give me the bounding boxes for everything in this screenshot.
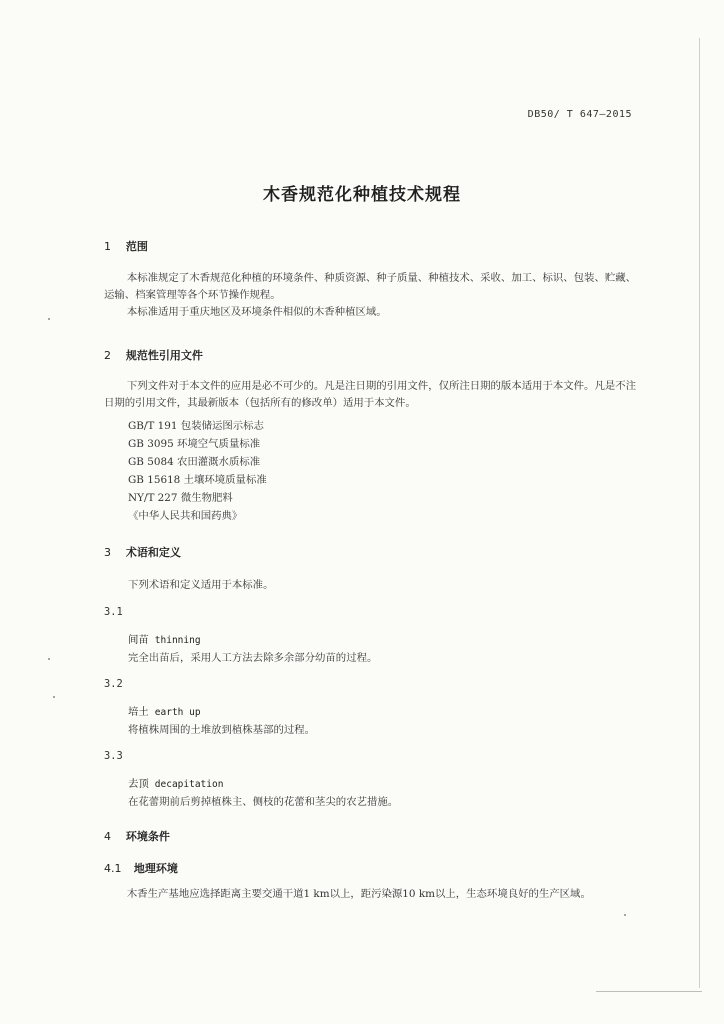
- term-entry: [128, 631, 201, 646]
- scan-speck: [48, 658, 50, 660]
- scan-bottom-line: [596, 991, 702, 992]
- term-chinese: 培土: [128, 706, 149, 718]
- subsection-number: 4.1: [104, 862, 122, 875]
- term-entry: [128, 703, 201, 718]
- term-chinese: 间苗: [128, 634, 149, 646]
- document-title: 木香规范化种植技术规程: [263, 185, 461, 205]
- section-title: 规范性引用文件: [125, 349, 203, 362]
- subsection-4-1-paragraph: 木香生产基地应选择距离主要交通干道1 km以上，距污染源10 km以上，生态环境良好的生产区域。: [126, 888, 591, 900]
- term-definition: 完全出苗后，采用人工方法去除多余部分幼苗的过程。: [128, 652, 378, 664]
- section-number: 2: [104, 349, 111, 362]
- subsection-4-1-heading: [104, 860, 178, 876]
- section-2-heading: [104, 347, 203, 363]
- reference-item: 《中华人民共和国药典》: [128, 510, 243, 522]
- section-3-heading: [104, 544, 181, 560]
- section-number: 1: [104, 240, 111, 253]
- term-english: earth up: [154, 707, 201, 718]
- section-1-heading: [104, 238, 148, 254]
- scan-speck: [624, 914, 626, 916]
- reference-item: GB 3095 环境空气质量标准: [128, 438, 261, 450]
- reference-item: GB/T 191 包装储运图示标志: [128, 420, 264, 432]
- section-title: 环境条件: [125, 830, 170, 843]
- section-3-intro: 下列术语和定义适用于本标准。: [128, 579, 274, 591]
- section-title: 术语和定义: [125, 546, 181, 559]
- term-chinese: 去顶: [128, 778, 149, 790]
- reference-item: GB 5084 农田灌溉水质标准: [128, 456, 261, 468]
- scan-speck: [48, 318, 50, 320]
- term-entry: [128, 775, 223, 790]
- term-english: decapitation: [154, 779, 224, 790]
- subsection-title: 地理环境: [133, 862, 178, 875]
- term-definition: 将植株周围的土堆放到植株基部的过程。: [128, 724, 316, 736]
- term-number: 3.1: [104, 606, 123, 618]
- section-1-paragraph-2: 本标准适用于重庆地区及环境条件相似的木香种植区域。: [126, 306, 387, 318]
- term-number: 3.3: [104, 750, 123, 762]
- reference-item: NY/T 227 微生物肥料: [128, 492, 233, 504]
- section-1-paragraph-1: 本标准规定了木香规范化种植的环境条件、种质资源、种子质量、种植技术、采收、加工、标识、包装、贮藏、运输、档案管理等各个环节操作规程。: [104, 272, 637, 301]
- scan-speck: [53, 696, 55, 698]
- term-english: thinning: [154, 635, 201, 646]
- section-number: 3: [104, 546, 111, 559]
- section-title: 范围: [125, 240, 148, 253]
- standard-code: DB50/ T 647—2015: [527, 109, 632, 120]
- reference-item: GB 15618 土壤环境质量标准: [128, 474, 267, 486]
- term-definition: 在花蕾期前后剪掉植株主、侧枝的花蕾和茎尖的农艺措施。: [128, 796, 399, 808]
- term-number: 3.2: [104, 678, 123, 690]
- section-4-heading: [104, 828, 170, 844]
- section-2-paragraph-1: 下列文件对于本文件的应用是必不可少的。凡是注日期的引用文件，仅所注日期的版本适用于本文件。凡是不注日期的引用文件，其最新版本（包括所有的修改单）适用于本文件。: [104, 380, 637, 409]
- section-number: 4: [104, 830, 111, 843]
